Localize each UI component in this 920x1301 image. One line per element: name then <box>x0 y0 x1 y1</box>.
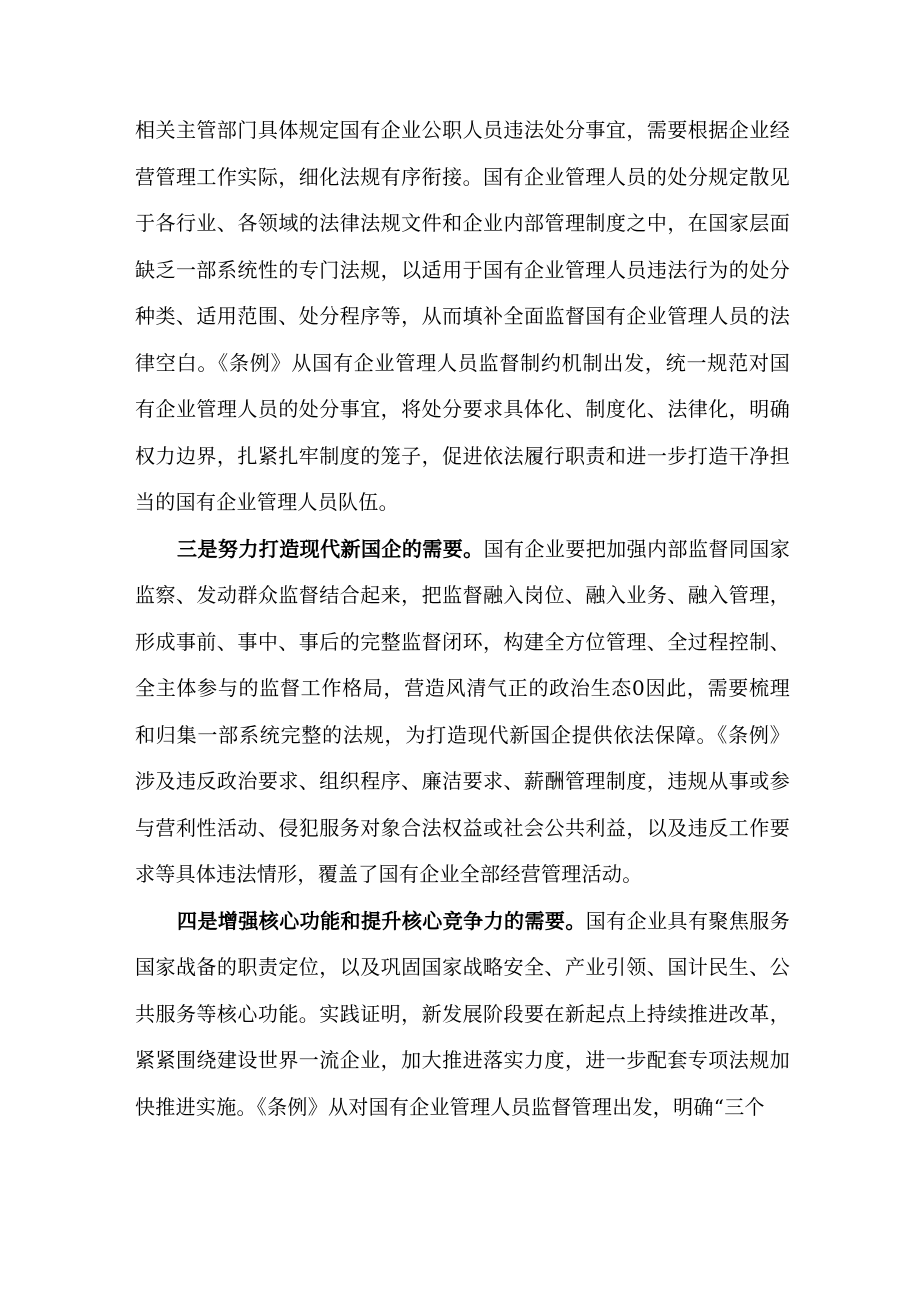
paragraph-2 <box>135 526 790 898</box>
paragraph-3-lead: 四是增强核心功能和提升核心竞争力的需要。 <box>177 908 586 933</box>
paragraph-3 <box>135 898 790 1131</box>
paragraph-1-text: 相关主管部门具体规定国有企业公职人员违法处分事宜，需要根据企业经营管理工作实际，细化法规有序衔接。国有企业管理人员的处分规定散见于各行业、各领域的法律法规文件和企业内部管理制度之中，在国家层面缺乏一部系统性的专门法规，以适用于国有企业管理人员违法行为的处分种类、适用范围、处分程序等，从而填补全面监督国有企业管理人员的法律空白。《条例》从国有企业管理人员监督制约机制出发，统一规范对国有企业管理人员的处分事宜，将处分要求具体化、制度化、法律化，明确权力边界，扎紧扎牢制度的笼子，促进依法履行职责和进一步打造干净担当的国有企业管理人员队伍。 <box>135 118 790 514</box>
paragraph-2-lead: 三是努力打造现代新国企的需要。 <box>177 536 484 561</box>
paragraph-1 <box>135 107 790 526</box>
paragraph-3-text: 国有企业具有聚焦服务国家战备的职责定位，以及巩固国家战略安全、产业引领、国计民生、公共服务等核心功能。实践证明，新发展阶段要在新起点上持续推进改革，紧紧围绕建设世界一流企业，加大推进落实力度，进一步配套专项法规加快推进实施。《条例》从对国有企业管理人员监督管理出发，明确“三个 <box>135 908 791 1119</box>
paragraph-2-text: 国有企业要把加强内部监督同国家监察、发动群众监督结合起来，把监督融入岗位、融入业务、融入管理，形成事前、事中、事后的完整监督闭环，构建全方位管理、全过程控制、全主体参与的监督工作格局，营造风清气正的政治生态0因此，需要梳理和归集一部系统完整的法规，为打造现代新国企提供依法保障。《条例》涉及违反政治要求、组织程序、廉洁要求、薪酬管理制度，违规从事或参与营利性活动、侵犯服务对象合法权益或社会公共利益，以及违反工作要求等具体违法情形，覆盖了国有企业全部经营管理活动。 <box>135 536 791 886</box>
body-text <box>135 107 790 1130</box>
